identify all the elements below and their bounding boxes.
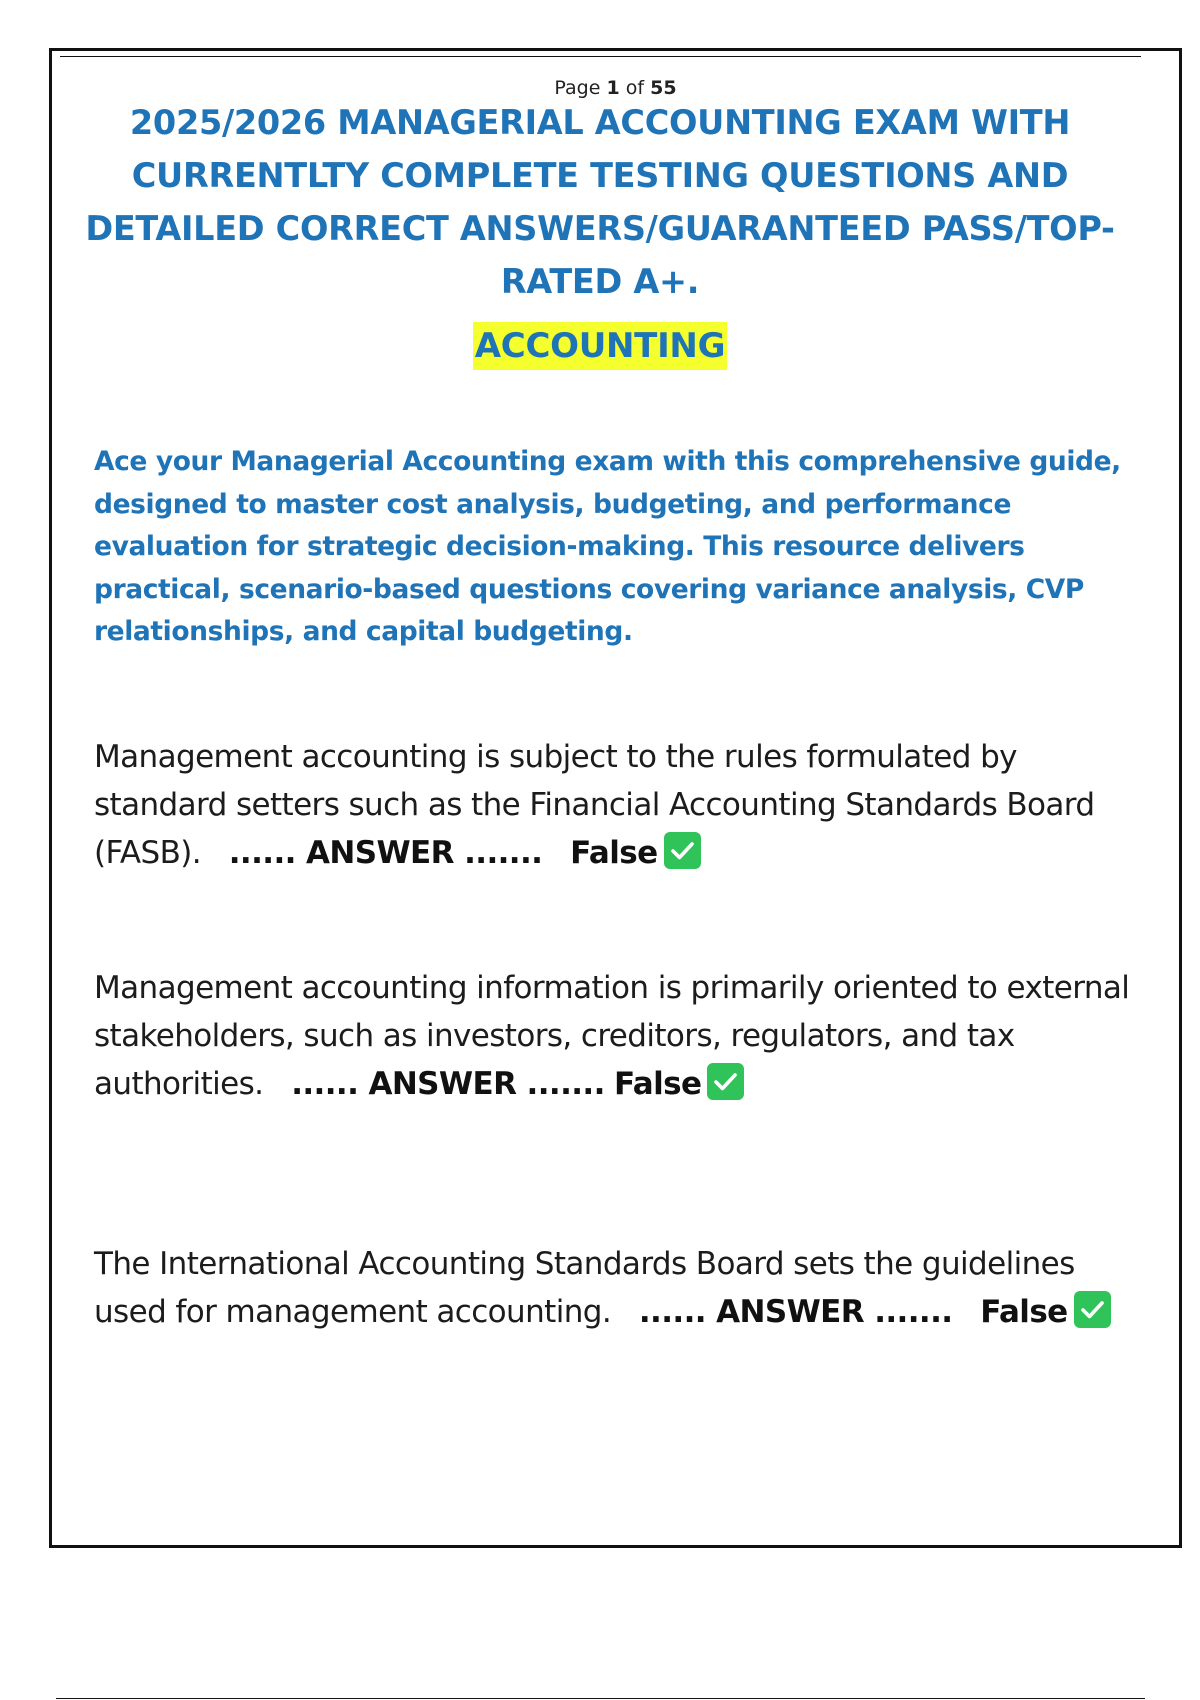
page-number-prefix: Page [554, 77, 607, 99]
bottom-rule [56, 1698, 1145, 1699]
question-text: The International Accounting Standards Board sets the guidelines used for management accounting. [94, 1246, 1075, 1330]
answer-value: False [570, 835, 658, 871]
document-title: 2025/2026 MANAGERIAL ACCOUNTING EXAM WITH CURRENTLTY COMPLETE TESTING QUESTIONS AND DETAILED CORRECT ANSWERS/GUARANTEED PASS/TOP-RATED A+. [85, 103, 1115, 301]
answer-separator: ...... ANSWER ....... [291, 1066, 605, 1102]
page-number-total: 55 [650, 77, 677, 99]
check-mark-icon [707, 1063, 744, 1100]
page-number-middle: of [619, 77, 651, 99]
answer-value: False [980, 1294, 1068, 1330]
question-item [94, 1240, 1150, 1336]
page-number-current: 1 [606, 77, 620, 99]
category-wrap [0, 322, 1200, 370]
answer-separator: ...... ANSWER ....... [638, 1294, 953, 1330]
top-rule [60, 56, 1141, 57]
check-mark-icon [664, 832, 701, 869]
question-item [94, 964, 1150, 1108]
question-item [94, 733, 1150, 877]
category-label: ACCOUNTING [473, 322, 727, 370]
question-text: Management accounting is subject to the rules formulated by standard setters such as the Financial Accounting Standards Board (FASB). [94, 739, 1095, 871]
answer-value: False [614, 1066, 702, 1102]
answer-separator: ...... ANSWER ....... [228, 835, 543, 871]
check-mark-icon [1074, 1291, 1111, 1328]
intro-paragraph: Ace your Managerial Accounting exam with this comprehensive guide, designed to master cost analysis, budgeting, and performance evaluation for strategic decision-making. This resource delivers practical, scenario-based questions covering variance analysis, CVP relationships, and capital budgeting. [94, 446, 1121, 647]
question-text: Management accounting information is primarily oriented to external stakeholders, such as investors, creditors, regulators, and tax authorities. [94, 970, 1130, 1102]
